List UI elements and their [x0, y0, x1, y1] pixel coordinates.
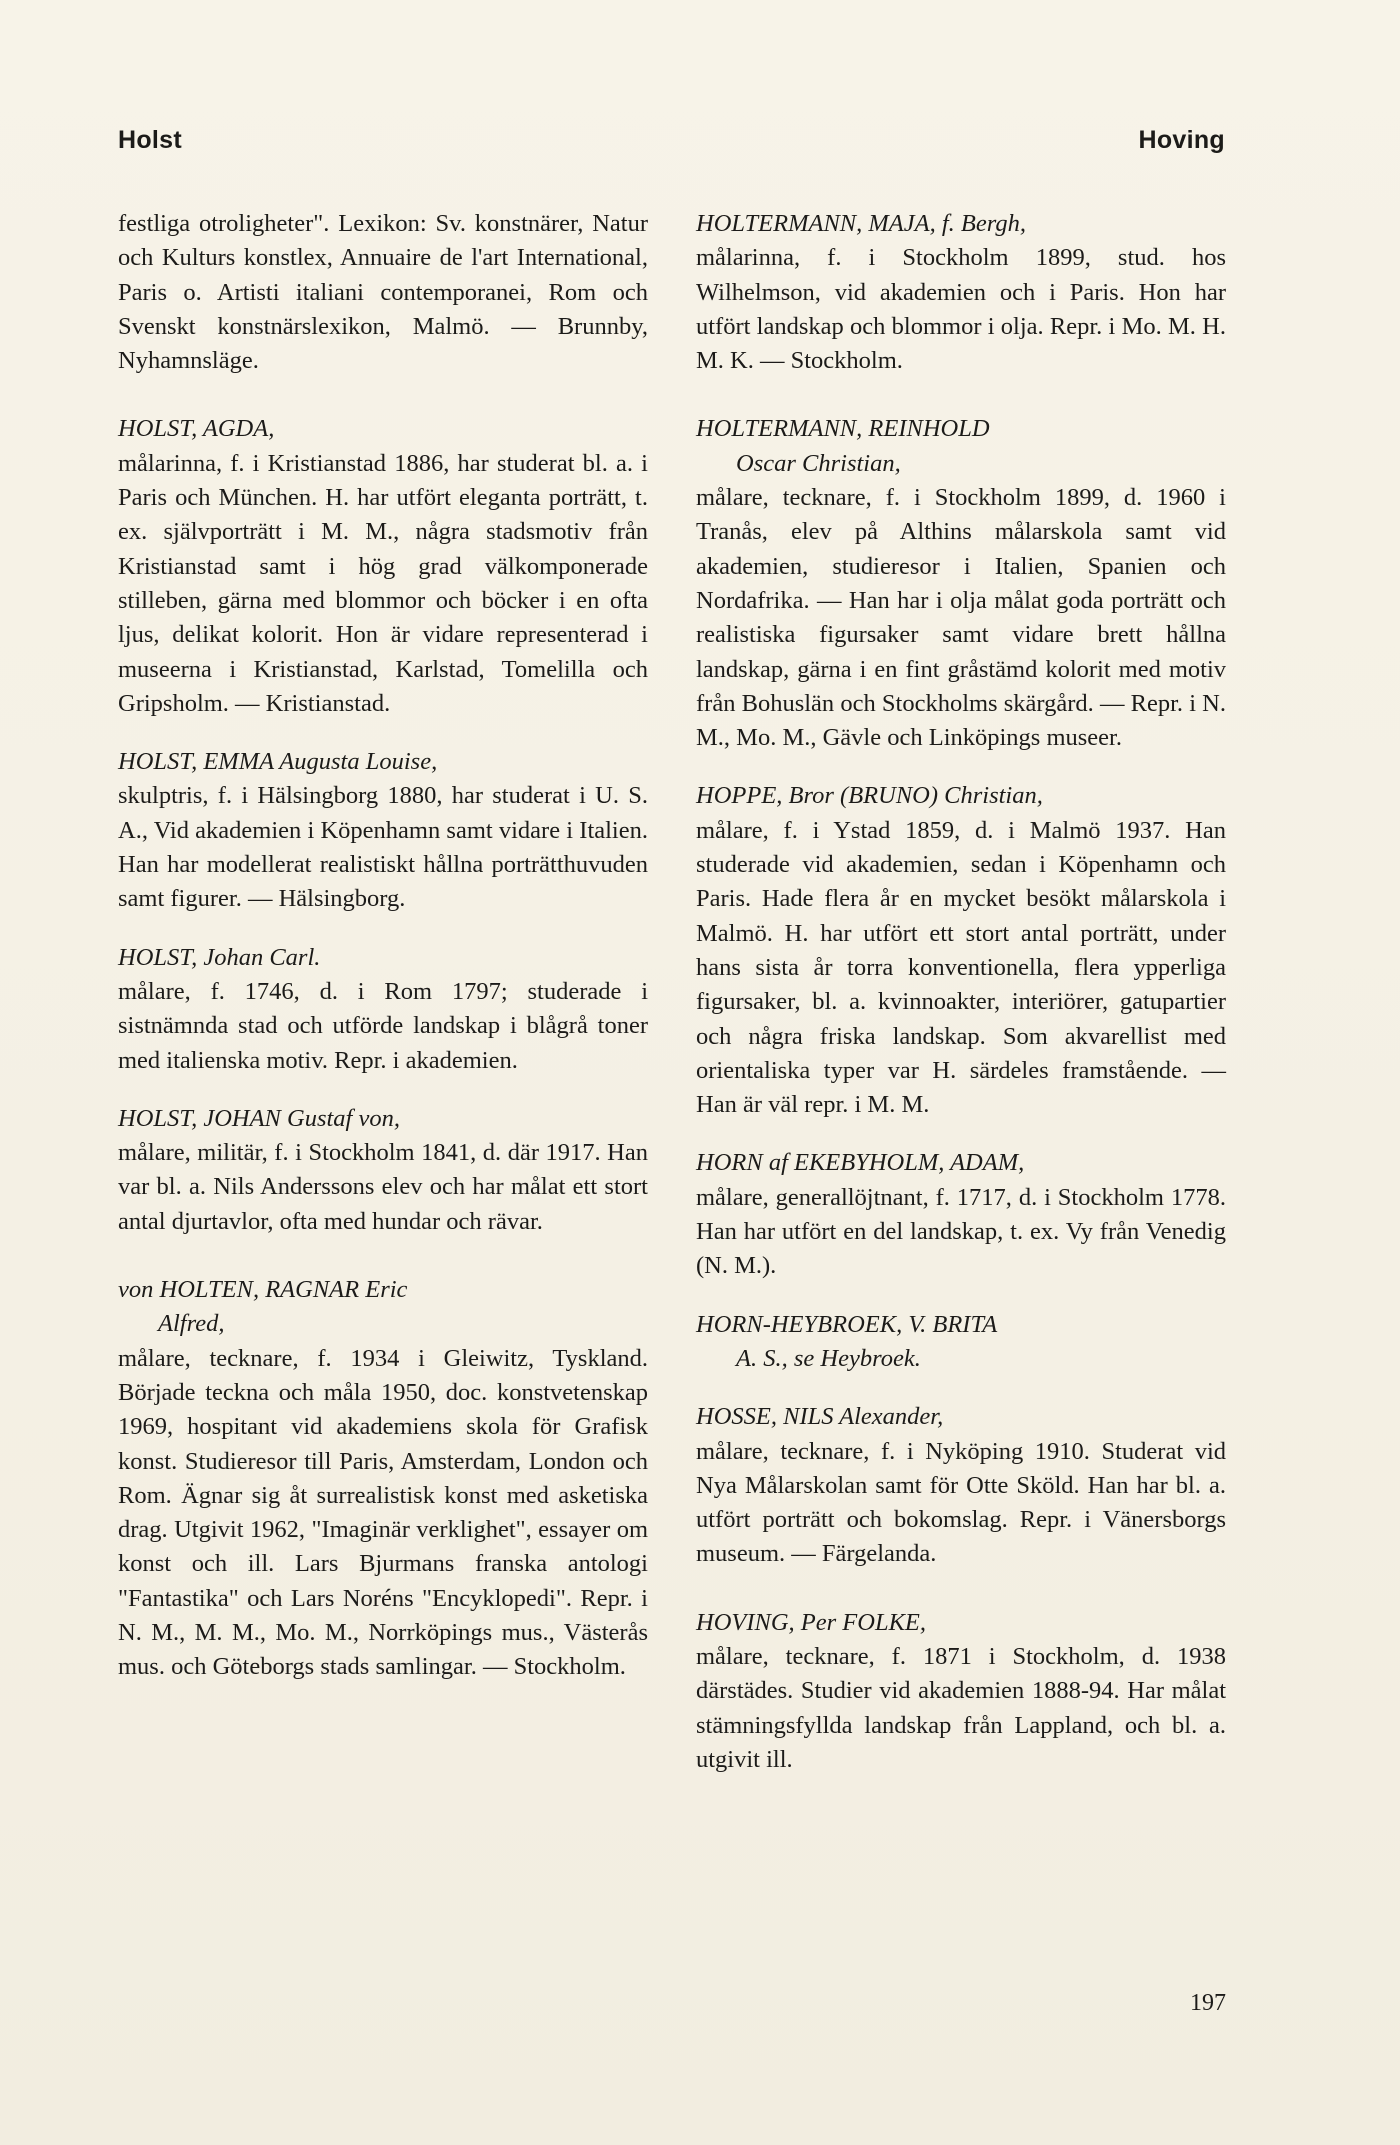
entry-text: skulptris, f. i Hälsingborg 1880, har studerat i U. S. A., Vid akademien i Köpenhamn samt vidare i Italien. Han har modellerat realistiskt hållna porträtthuvuden samt figurer. — Hälsingborg.	[118, 782, 648, 913]
entry-text: målare, generallöjtnant, f. 1717, d. i Stockholm 1778. Han har utfört en del landskap, t. ex. Vy från Venedig (N. M.).	[696, 1183, 1226, 1280]
entry-hosse-nils	[696, 1400, 1226, 1571]
entry-horn-heybroek	[696, 1308, 1226, 1377]
entry-headword: HOLST, Johan Carl.	[118, 943, 321, 971]
entry-holtermann-maja	[696, 207, 1226, 378]
entry-headword: HOLST, JOHAN Gustaf von,	[118, 1104, 400, 1132]
headword-continuation: A. S., se Heybroek.	[736, 1344, 921, 1372]
headword-line: HORN-HEYBROEK, V. BRITA	[696, 1310, 998, 1338]
entry-headword: HOSSE, NILS Alexander,	[696, 1403, 944, 1431]
entry-text: målarinna, f. i Kristianstad 1886, har studerat bl. a. i Paris och München. H. har utfört eleganta porträtt, t. ex. självporträtt i M. M., några stadsmotiv från Kristianstad samt i hög grad välkomponerade stilleben, gärna med blommor och böcker i en ofta ljus, delikat kolorit. Hon är vidare representerad i museerna i Kristianstad, Karlstad, Tomelilla och Gripsholm. — Kristianstad.	[118, 449, 648, 717]
entry-text: målare, tecknare, f. i Stockholm 1899, d. 1960 i Tranås, elev på Althins målarskola samt vid akademien, studieresor i Italien, Spanien och Nordafrika. — Han har i olja målat goda porträtt och realistiska figursaker samt vidare brett hållna landskap, gärna i en fint gråstämd kolorit med motiv från Bohuslän och Stockholms skärgård. — Repr. i N. M., Mo. M., Gävle och Linköpings museer.	[696, 484, 1226, 752]
page-number: 197	[1190, 1990, 1226, 2016]
entry-holst-emma	[118, 745, 648, 916]
headword-line: HOLTERMANN, REINHOLD	[696, 415, 990, 443]
right-column	[696, 207, 1226, 1801]
entry-headword	[118, 1273, 648, 1342]
left-column	[118, 207, 648, 1709]
entry-headword	[696, 412, 1226, 481]
entry-text: festliga otroligheter". Lexikon: Sv. konstnärer, Natur och Kulturs konstlex, Annuaire de l'art International, Paris o. Artisti italiani contemporanei, Rom och Svenskt konstnärslexikon, Malmö. — Brunnby, Nyhamnsläge.	[118, 210, 648, 375]
entry-holst-agda	[118, 412, 648, 721]
headword-continuation: Oscar Christian,	[736, 449, 901, 477]
entry-holst-johan-carl	[118, 941, 648, 1078]
entry-text: målare, tecknare, f. i Nyköping 1910. Studerat vid Nya Målarskolan samt för Otte Sköld. Han har bl. a. utfört porträtt och bokomslag. Repr. i Vänersborgs museum. — Färgelanda.	[696, 1437, 1226, 1568]
entry-headword: HOPPE, Bror (BRUNO) Christian,	[696, 782, 1043, 810]
entry-von-holten	[118, 1273, 648, 1685]
entry-hoving-folke	[696, 1606, 1226, 1777]
entry-headword	[696, 1308, 1226, 1377]
entry-text: målare, tecknare, f. 1934 i Gleiwitz, Tyskland. Började teckna och måla 1950, doc. konstvetenskap 1969, hospitant vid akademiens skola för Grafisk konst. Studieresor till Paris, Amsterdam, London och Rom. Ägnar sig åt surrealistisk konst med asketiska drag. Utgivit 1962, "Imaginär verklighet", essayer om konst och ill. Lars Bjurmans franska antologi "Fantastika" och Lars Noréns "Encyklopedi". Repr. i N. M., M. M., Mo. M., Norrköpings mus., Västerås mus. och Göteborgs stads samlingar. — Stockholm.	[118, 1344, 648, 1681]
entry-headword: HOLST, AGDA,	[118, 415, 275, 443]
entry-headword: HOLTERMANN, MAJA, f. Bergh,	[696, 210, 1026, 237]
entry-holtermann-reinhold	[696, 412, 1226, 755]
headword-continuation: Alfred,	[158, 1310, 225, 1338]
running-head-right: Hoving	[1138, 126, 1225, 154]
running-head-left: Holst	[118, 126, 182, 154]
entry-text: målarinna, f. i Stockholm 1899, stud. hos Wilhelmson, vid akademien och i Paris. Hon har utfört landskap och blommor i olja. Repr. i Mo. M. H. M. K. — Stockholm.	[696, 244, 1226, 375]
entry-headword: HOLST, EMMA Augusta Louise,	[118, 748, 438, 776]
entry-horn-af-ekebyholm	[696, 1146, 1226, 1283]
entry-text: målare, f. 1746, d. i Rom 1797; studerade i sistnämnda stad och utförde landskap i blågrå toner med italienska motiv. Repr. i akademien.	[118, 977, 648, 1074]
headword-line: von HOLTEN, RAGNAR Eric	[118, 1276, 408, 1304]
entry-headword: HOVING, Per FOLKE,	[696, 1608, 927, 1636]
entry-text: målare, militär, f. i Stockholm 1841, d. där 1917. Han var bl. a. Nils Anderssons elev och har målat ett stort antal djurtavlor, ofta med hundar och rävar.	[118, 1139, 648, 1235]
entry-hoppe-bruno	[696, 779, 1226, 1122]
entry-text: målare, f. i Ystad 1859, d. i Malmö 1937. Han studerade vid akademien, sedan i Köpenhamn och Paris. Hade flera år en mycket besökt målarskola i Malmö. H. har utfört ett stort antal porträtt, under hans sista år torra konventionella, flera ypperliga figursaker, bl. a. kvinnoakter, interiörer, gatupartier och några friska landskap. Som akvarellist med orientaliska typer var H. särdeles framstående. — Han är väl repr. i M. M.	[696, 816, 1226, 1119]
entry-holst-johan-gustaf	[118, 1102, 648, 1239]
entry-headword: HORN af EKEBYHOLM, ADAM,	[696, 1149, 1025, 1177]
entry-text: målare, tecknare, f. 1871 i Stockholm, d. 1938 därstädes. Studier vid akademien 1888-94. Har målat stämningsfyllda landskap från Lappland, och bl. a. utgivit ill.	[696, 1642, 1226, 1773]
entry-continuation	[118, 207, 648, 378]
